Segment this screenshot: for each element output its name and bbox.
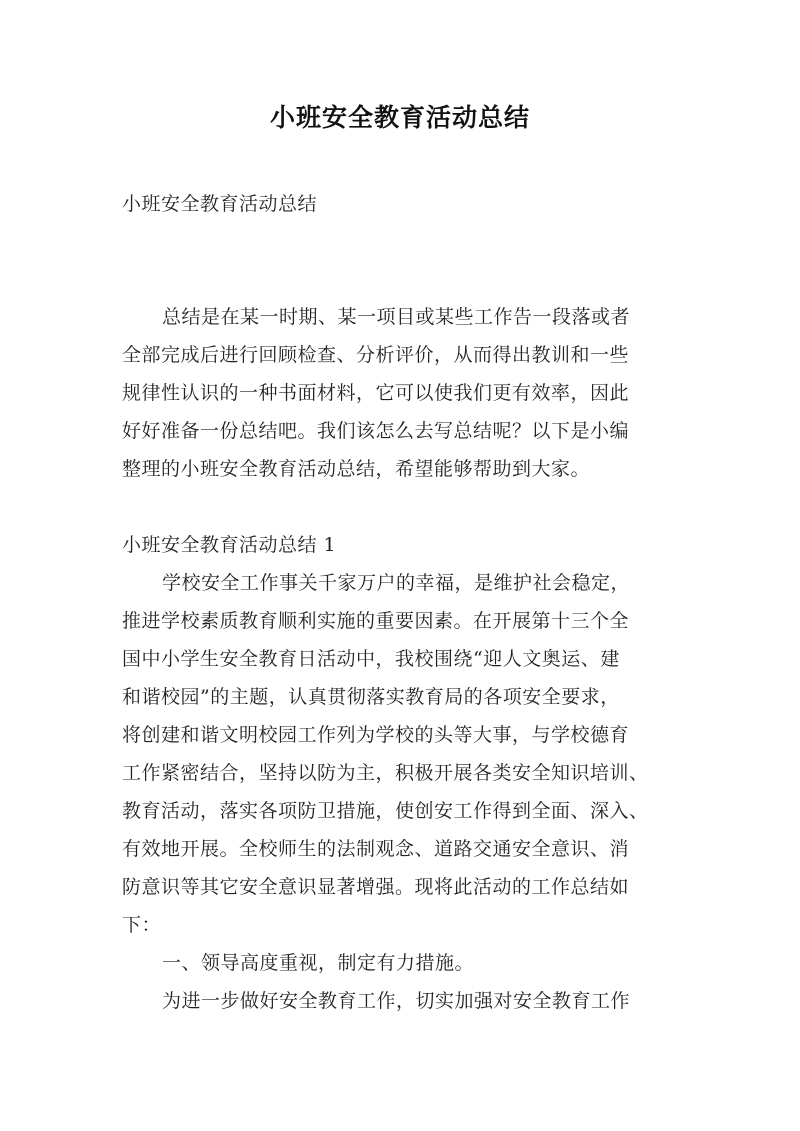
body-line: 和谐校园”的主题，认真贯彻落实教育局的各项安全要求， bbox=[122, 686, 620, 708]
body-line: 将创建和谐文明校园工作列为学校的头等大事，与学校德育 bbox=[122, 724, 630, 746]
body-line: 教育活动，落实各项防卫措施，使创安工作得到全面、深入、 bbox=[122, 800, 649, 822]
body-line: 下： bbox=[122, 914, 162, 936]
document-title: 小班安全教育活动总结 bbox=[269, 103, 530, 132]
body-line: 工作紧密结合，坚持以防为主，积极开展各类安全知识培训、 bbox=[122, 762, 649, 784]
intro-line: 总结是在某一时期、某一项目或某些工作告一段落或者 bbox=[162, 306, 631, 328]
body-line: 国中小学生安全教育日活动中，我校围绕“迎人文奥运、建 bbox=[122, 648, 620, 670]
intro-line: 好好准备一份总结吧。我们该怎么去写总结呢？以下是小编 bbox=[122, 420, 630, 442]
point-heading: 一、领导高度重视，制定有力措施。 bbox=[162, 952, 475, 974]
body-line: 有效地开展。全校师生的法制观念、道路交通安全意识、消 bbox=[122, 838, 630, 860]
body-line: 为进一步做好安全教育工作，切实加强对安全教育工作 bbox=[162, 990, 631, 1012]
section-heading: 小班安全教育活动总结 1 bbox=[122, 534, 337, 556]
intro-line: 全部完成后进行回顾检查、分析评价，从而得出教训和一些 bbox=[122, 344, 630, 366]
body-line: 防意识等其它安全意识显著增强。现将此活动的工作总结如 bbox=[122, 876, 630, 898]
body-line: 推进学校素质教育顺利实施的重要因素。在开展第十三个全 bbox=[122, 610, 630, 632]
intro-line: 整理的小班安全教育活动总结，希望能够帮助到大家。 bbox=[122, 458, 591, 480]
document-subtitle: 小班安全教育活动总结 bbox=[122, 193, 318, 215]
body-line: 学校安全工作事关千家万户的幸福，是维护社会稳定， bbox=[162, 572, 631, 594]
intro-line: 规律性认识的一种书面材料，它可以使我们更有效率，因此 bbox=[122, 382, 630, 404]
